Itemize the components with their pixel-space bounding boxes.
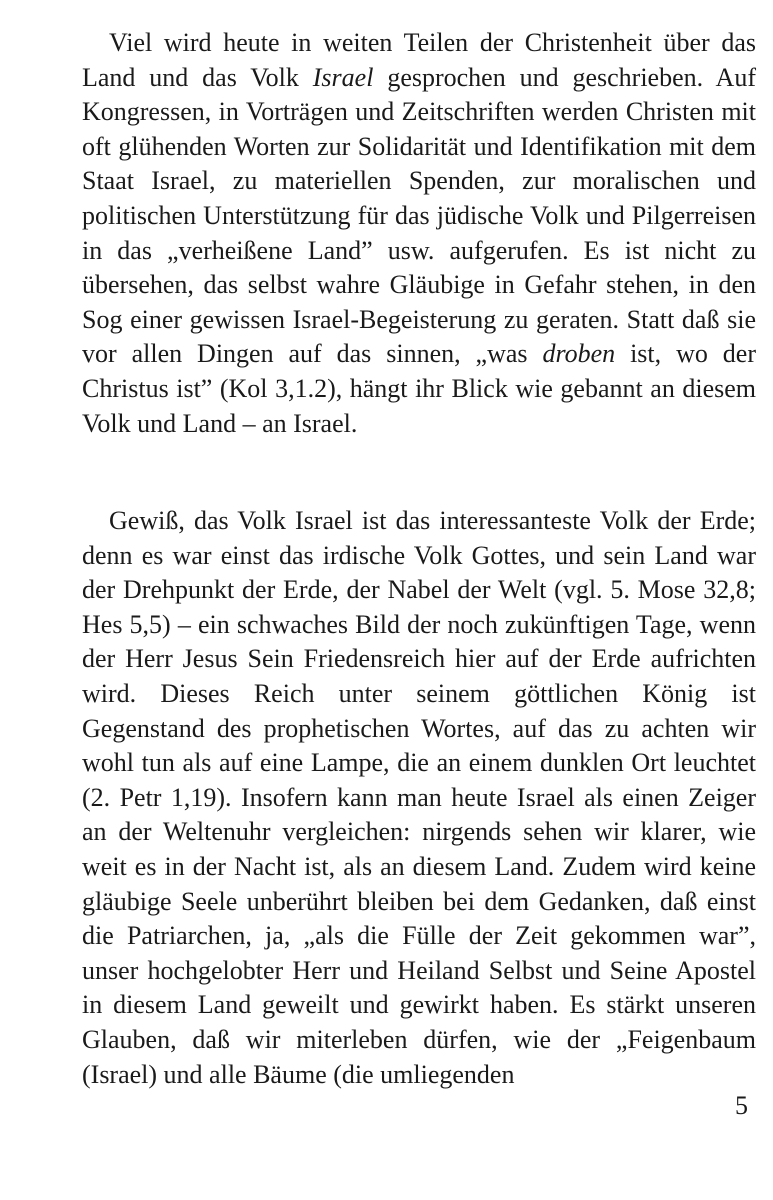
paragraph-1-text: [82, 26, 756, 441]
paragraph-1-part-1: Viel wird heute in weiten Teilen der Christenheit über das Land und das Volk: [82, 28, 756, 92]
paragraph-1-part-2: gesprochen und geschrieben. Auf Kongressen, in Vorträgen und Zeitschriften werden Christen mit oft glühenden Worten zur Solidarität und Identifikation mit dem Staat Israel, zu materiellen Spenden, zur moralischen und politischen Unterstützung für das jüdische Volk und Pilgerreisen in das „verheißene Land” usw. aufgerufen. Es ist nicht zu übersehen, das selbst wahre Gläubige in Gefahr stehen, in den Sog einer gewissen Israel-Begeisterung zu geraten. Statt daß sie vor allen Dingen auf das sinnen, „was: [82, 62, 756, 369]
emphasis-israel: Israel: [312, 62, 374, 92]
paragraph-1: [82, 26, 756, 441]
paragraph-2: [82, 504, 756, 1092]
emphasis-droben: droben: [542, 339, 616, 369]
page-number: 5: [735, 1091, 748, 1120]
paragraph-1-part-3: ist, wo der Christus ist” (Kol 3,1.2), hängt ihr Blick wie gebannt an diesem Volk und Land – an Israel.: [82, 339, 756, 438]
paragraph-2-text: Gewiß, das Volk Israel ist das interessanteste Volk der Erde; denn es war einst das irdische Volk Gottes, und sein Land war der Drehpunkt der Erde, der Nabel der Welt (vgl. 5. Mose 32,8; Hes 5,5) – ein schwaches Bild der noch zukünftigen Tage, wenn der Herr Jesus Sein Friedensreich hier auf der Erde aufrichten wird. Dieses Reich unter seinem göttlichen König ist Gegenstand des prophetischen Wortes, auf das zu achten wir wohl tun als auf eine Lampe, die an einem dunklen Ort leuchtet (2. Petr 1,19). Insofern kann man heute Israel als einen Zeiger an der Weltenuhr vergleichen: nirgends sehen wir klarer, wie weit es in der Nacht ist, als an diesem Land. Zudem wird keine gläubige Seele unberührt bleiben bei dem Gedanken, daß einst die Patriarchen, ja, „als die Fülle der Zeit gekommen war”, unser hochgelobter Herr und Heiland Selbst und Seine Apostel in diesem Land geweilt und gewirkt haben. Es stärkt unseren Glauben, daß wir miterleben dürfen, wie der „Feigenbaum (Israel) und alle Bäume (die umliegenden: [82, 506, 756, 1089]
